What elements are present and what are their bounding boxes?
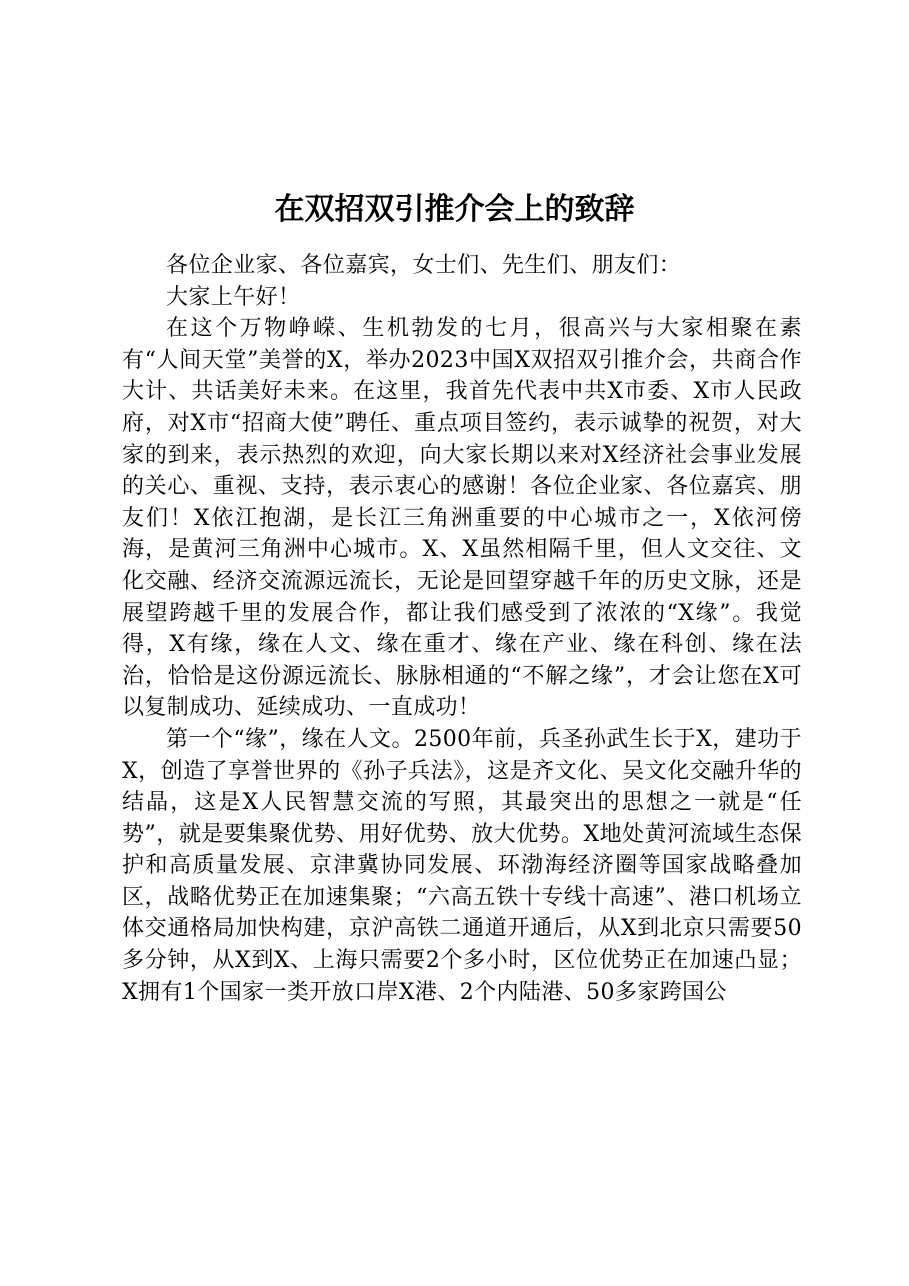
body-paragraph: 第一个“缘”，缘在人文。2500年前，兵圣孙武生长于X，建功于X，创造了享誉世界的《孙子兵法》，这是齐文化、吴文化交融升华的结晶，这是X人民智慧交流的写照，其最突出的思想之一就是“任势”，就是要集聚优势、用好优势、放大优势。X地处黄河流域生态保护和高质量发展、京津冀协同发展、环渤海经济圈等国家战略叠加区，战略优势正在加速集聚；“六高五铁十专线十高速”、港口机场立体交通格局加快构建，京沪高铁二通道开通后，从X到北京只需要50多分钟，从X到X、上海只需要2个多小时，区位优势正在加速凸显；X拥有1个国家一类开放口岸X港、2个内陆港、50多家跨国公 (122, 726, 802, 1005)
document-title: 在双招双引推介会上的致辞 (274, 192, 635, 227)
salutation-paragraph: 各位企业家、各位嘉宾，女士们、先生们、朋友们： (166, 253, 682, 278)
greeting-paragraph: 大家上午好！ (166, 284, 301, 310)
document-body (122, 250, 802, 1008)
body-paragraph: 在这个万物峥嵘、生机勃发的七月，很高兴与大家相聚在素有“人间天堂”美誉的X，举办2023中国X双招双引推介会，共商合作大计、共话美好未来。在这里，我首先代表中共X市委、X市人民政府，对X市“招商大使”聘任、重点项目签约，表示诚挚的祝贺，对大家的到来，表示热烈的欢迎，向大家长期以来对X经济社会事业发展的关心、重视、支持，表示衷心的感谢！各位企业家、各位嘉宾、朋友们！X依江抱湖，是长江三角洲重要的中心城市之一，X依河傍海，是黄河三角洲中心城市。X、X虽然相隔千里，但人文交往、文化交融、经济交流源远流长，无论是回望穿越千年的历史文脉，还是展望跨越千里的发展合作，都让我们感受到了浓浓的“X缘”。我觉得，X有缘，缘在人文、缘在重才、缘在产业、缘在科创、缘在法治，恰恰是这份源远流长、脉脉相通的“不解之缘”，才会让您在X可以复制成功、延续成功、一直成功！ (122, 316, 802, 721)
